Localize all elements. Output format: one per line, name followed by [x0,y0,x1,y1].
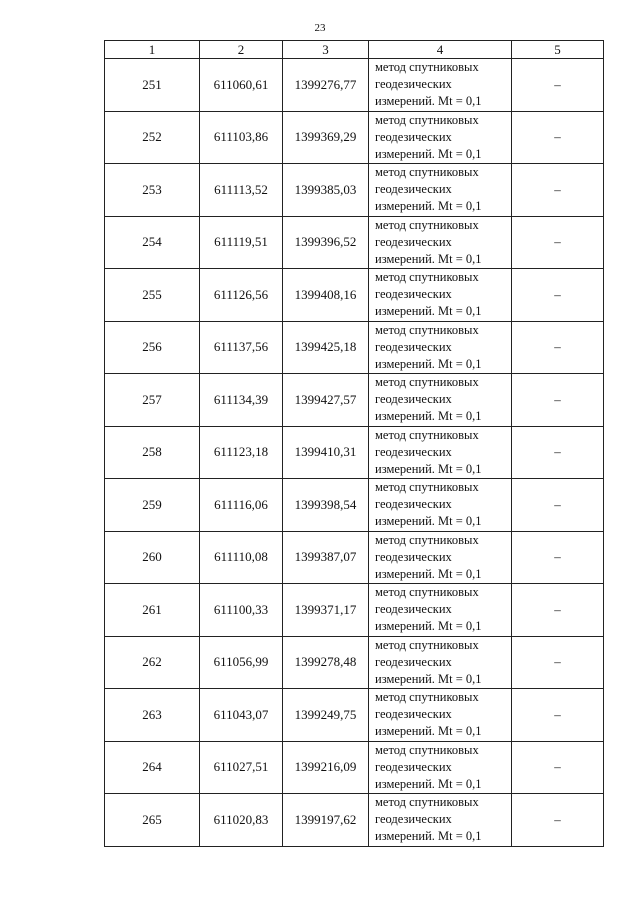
x-coordinate-cell: 611056,99 [200,636,283,689]
y-coordinate-cell: 1399410,31 [283,426,369,479]
point-number-cell: 251 [105,59,200,112]
method-cell: метод спутниковых геодезических измерений. Mt = 0,1 [369,531,512,584]
y-coordinate-cell: 1399371,17 [283,584,369,637]
x-coordinate-cell: 611103,86 [200,111,283,164]
method-cell: метод спутниковых геодезических измерений. Mt = 0,1 [369,636,512,689]
method-cell: метод спутниковых геодезических измерений. Mt = 0,1 [369,426,512,479]
note-cell: – [512,479,604,532]
table-row [105,216,604,269]
header-col-3: 3 [283,41,369,59]
y-coordinate-cell: 1399216,09 [283,741,369,794]
method-cell: метод спутниковых геодезических измерений. Mt = 0,1 [369,216,512,269]
y-coordinate-cell: 1399425,18 [283,321,369,374]
y-coordinate-cell: 1399387,07 [283,531,369,584]
note-cell: – [512,426,604,479]
method-cell: метод спутниковых геодезических измерений. Mt = 0,1 [369,321,512,374]
header-row [105,41,604,59]
point-number-cell: 259 [105,479,200,532]
y-coordinate-cell: 1399385,03 [283,164,369,217]
note-cell: – [512,111,604,164]
x-coordinate-cell: 611134,39 [200,374,283,427]
method-cell: метод спутниковых геодезических измерений. Mt = 0,1 [369,794,512,847]
point-number-cell: 256 [105,321,200,374]
x-coordinate-cell: 611113,52 [200,164,283,217]
note-cell: – [512,216,604,269]
method-cell: метод спутниковых геодезических измерений. Mt = 0,1 [369,59,512,112]
note-cell: – [512,269,604,322]
point-number-cell: 252 [105,111,200,164]
y-coordinate-cell: 1399197,62 [283,794,369,847]
note-cell: – [512,741,604,794]
x-coordinate-cell: 611060,61 [200,59,283,112]
table-row [105,531,604,584]
method-cell: метод спутниковых геодезических измерений. Mt = 0,1 [369,269,512,322]
note-cell: – [512,584,604,637]
method-cell: метод спутниковых геодезических измерений. Mt = 0,1 [369,164,512,217]
y-coordinate-cell: 1399396,52 [283,216,369,269]
x-coordinate-cell: 611123,18 [200,426,283,479]
point-number-cell: 265 [105,794,200,847]
y-coordinate-cell: 1399427,57 [283,374,369,427]
y-coordinate-cell: 1399398,54 [283,479,369,532]
x-coordinate-cell: 611126,56 [200,269,283,322]
method-cell: метод спутниковых геодезических измерений. Mt = 0,1 [369,741,512,794]
note-cell: – [512,321,604,374]
header-col-5: 5 [512,41,604,59]
note-cell: – [512,374,604,427]
note-cell: – [512,59,604,112]
point-number-cell: 254 [105,216,200,269]
x-coordinate-cell: 611100,33 [200,584,283,637]
table-row [105,111,604,164]
x-coordinate-cell: 611110,08 [200,531,283,584]
note-cell: – [512,164,604,217]
table-row [105,59,604,112]
method-cell: метод спутниковых геодезических измерений. Mt = 0,1 [369,374,512,427]
method-cell: метод спутниковых геодезических измерений. Mt = 0,1 [369,689,512,742]
point-number-cell: 255 [105,269,200,322]
table-row [105,689,604,742]
header-col-4: 4 [369,41,512,59]
point-number-cell: 258 [105,426,200,479]
coordinates-table [104,40,604,847]
y-coordinate-cell: 1399408,16 [283,269,369,322]
table-row [105,164,604,217]
point-number-cell: 263 [105,689,200,742]
y-coordinate-cell: 1399276,77 [283,59,369,112]
point-number-cell: 262 [105,636,200,689]
y-coordinate-cell: 1399278,48 [283,636,369,689]
x-coordinate-cell: 611020,83 [200,794,283,847]
note-cell: – [512,636,604,689]
header-col-2: 2 [200,41,283,59]
table-row [105,741,604,794]
y-coordinate-cell: 1399249,75 [283,689,369,742]
method-cell: метод спутниковых геодезических измерений. Mt = 0,1 [369,584,512,637]
y-coordinate-cell: 1399369,29 [283,111,369,164]
note-cell: – [512,531,604,584]
note-cell: – [512,689,604,742]
method-cell: метод спутниковых геодезических измерений. Mt = 0,1 [369,479,512,532]
point-number-cell: 257 [105,374,200,427]
point-number-cell: 260 [105,531,200,584]
x-coordinate-cell: 611137,56 [200,321,283,374]
point-number-cell: 264 [105,741,200,794]
x-coordinate-cell: 611116,06 [200,479,283,532]
point-number-cell: 253 [105,164,200,217]
method-cell: метод спутниковых геодезических измерений. Mt = 0,1 [369,111,512,164]
x-coordinate-cell: 611027,51 [200,741,283,794]
table-row [105,426,604,479]
table-row [105,321,604,374]
header-col-1: 1 [105,41,200,59]
table-row [105,636,604,689]
page-number: 23 [314,22,326,34]
table-row [105,269,604,322]
table-row [105,794,604,847]
note-cell: – [512,794,604,847]
x-coordinate-cell: 611119,51 [200,216,283,269]
x-coordinate-cell: 611043,07 [200,689,283,742]
table-row [105,479,604,532]
table-row [105,374,604,427]
table-row [105,584,604,637]
point-number-cell: 261 [105,584,200,637]
